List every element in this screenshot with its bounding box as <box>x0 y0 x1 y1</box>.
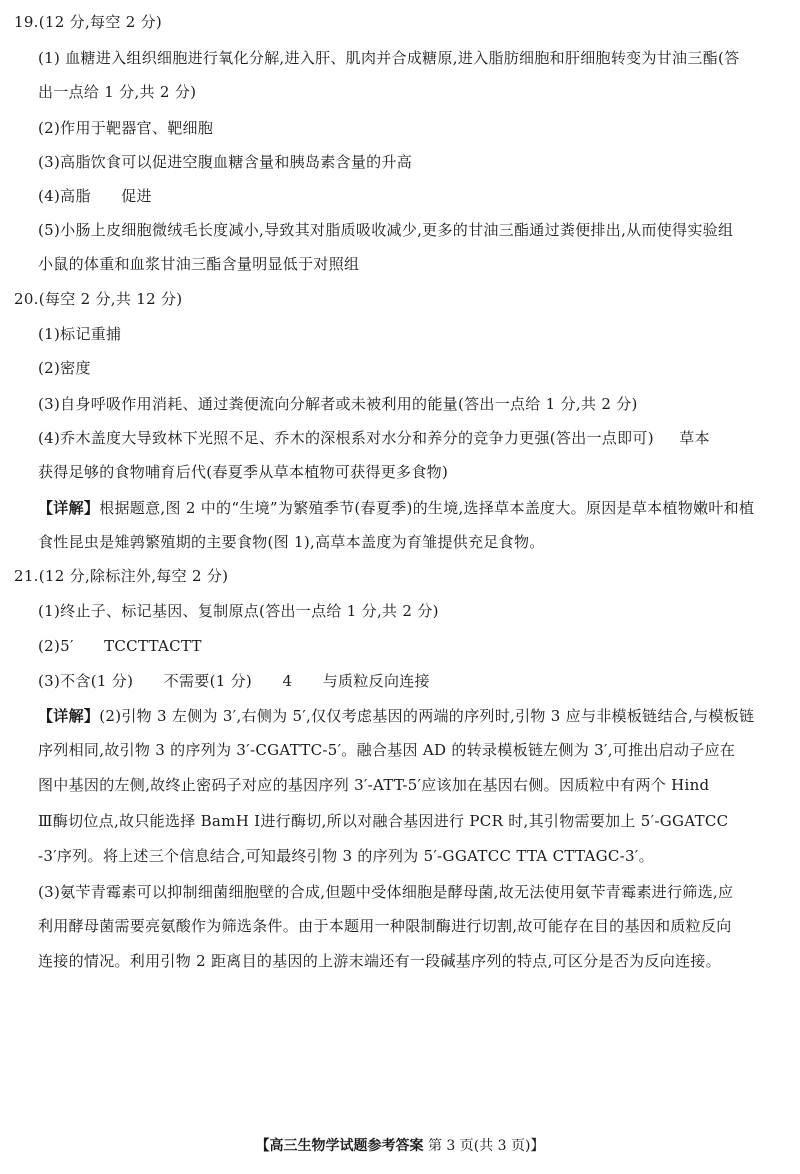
q20-header: 20.(每空 2 分,共 12 分) <box>14 290 183 308</box>
q19-answer-1-line-1: (1) 血糖进入组织细胞进行氧化分解,进入肝、肌肉并合成糖原,进入脂肪细胞和肝细胞转变为甘油三酯(答 <box>38 49 740 67</box>
q21-header: 21.(12 分,除标注外,每空 2 分) <box>14 567 229 585</box>
q19-header: 19.(12 分,每空 2 分) <box>14 13 163 31</box>
q21-detail-text-1: (2)引物 3 左侧为 3′,右侧为 5′,仅仅考虑基因的两端的序列时,引物 3 应与非模板链结合,与模板链 <box>99 707 755 725</box>
q21-answer-1: (1)终止子、标记基因、复制原点(答出一点给 1 分,共 2 分) <box>38 602 439 620</box>
q21-detail-line-2: 序列相同,故引物 3 的序列为 3′-CGATTC-5′。融合基因 AD 的转录模板链左侧为 3′,可推出启动子应在 <box>38 741 736 759</box>
footer-page-number: 第 3 页(共 3 页)】 <box>427 1138 545 1154</box>
q21-detail-3-line-1: (3)氨苄青霉素可以抑制细菌细胞壁的合成,但题中受体细胞是酵母菌,故无法使用氨苄青霉素进行筛选,应 <box>38 883 734 901</box>
footer-title: 【高三生物学试题参考答案 <box>255 1138 424 1154</box>
q21-answer-2: (2)5′ TCCTTACTT <box>38 637 202 655</box>
q19-answer-2: (2)作用于靶器官、靶细胞 <box>38 119 214 137</box>
q20-detail-line-1 <box>38 498 754 518</box>
q21-answer-3: (3)不含(1 分) 不需要(1 分) 4 与质粒反向连接 <box>38 672 430 690</box>
q20-detail-line-2: 食性昆虫是雉鹑繁殖期的主要食物(图 1),高草本盖度为育雏提供充足食物。 <box>38 533 545 551</box>
detail-tag: 【详解】 <box>38 499 100 517</box>
q21-detail-line-3: 图中基因的左侧,故终止密码子对应的基因序列 3′-ATT-5′应该加在基因右侧。因质粒中有两个 Hind <box>38 776 710 794</box>
q20-detail-text-1: 根据题意,图 2 中的“生境”为繁殖季节(春夏季)的生境,选择草本盖度大。原因是草本植物嫩叶和植 <box>99 499 755 517</box>
q21-detail-3-line-2: 利用酵母菌需要亮氨酸作为筛选条件。由于本题用一种限制酶进行切割,故可能存在目的基因和质粒反向 <box>38 917 732 935</box>
q20-answer-4-line-1: (4)乔木盖度大导致林下光照不足、乔木的深根系对水分和养分的竞争力更强(答出一点即可) 草本 <box>38 429 710 447</box>
q20-answer-3: (3)自身呼吸作用消耗、通过粪便流向分解者或未被利用的能量(答出一点给 1 分,共 2 分) <box>38 395 638 413</box>
q19-answer-5-line-2: 小鼠的体重和血浆甘油三酯含量明显低于对照组 <box>38 255 360 273</box>
q21-detail-3-line-3: 连接的情况。利用引物 2 距离目的基因的上游末端还有一段碱基序列的特点,可区分是否为反向连接。 <box>38 952 721 970</box>
page-footer <box>0 1136 800 1156</box>
q19-answer-4: (4)高脂 促进 <box>38 187 152 205</box>
q21-detail-line-1 <box>38 706 754 726</box>
q21-detail-line-5: -3′序列。将上述三个信息结合,可知最终引物 3 的序列为 5′-GGATCC TTA CTTAGC-3′。 <box>38 847 654 865</box>
q20-answer-1: (1)标记重捕 <box>38 325 122 343</box>
q19-answer-1-line-2: 出一点给 1 分,共 2 分) <box>38 83 197 101</box>
q19-answer-3: (3)高脂饮食可以促进空腹血糖含量和胰岛素含量的升高 <box>38 153 413 171</box>
q20-answer-4-line-2: 获得足够的食物哺育后代(春夏季从草本植物可获得更多食物) <box>38 463 449 481</box>
q19-answer-5-line-1: (5)小肠上皮细胞微绒毛长度减小,导致其对脂质吸收减少,更多的甘油三酯通过粪便排出,从而使得实验组 <box>38 221 734 239</box>
q20-answer-2: (2)密度 <box>38 359 91 377</box>
detail-tag: 【详解】 <box>38 707 100 725</box>
q21-detail-line-4: Ⅲ酶切位点,故只能选择 BamH Ⅰ进行酶切,所以对融合基因进行 PCR 时,其引物需要加上 5′-GGATCC <box>38 812 729 830</box>
